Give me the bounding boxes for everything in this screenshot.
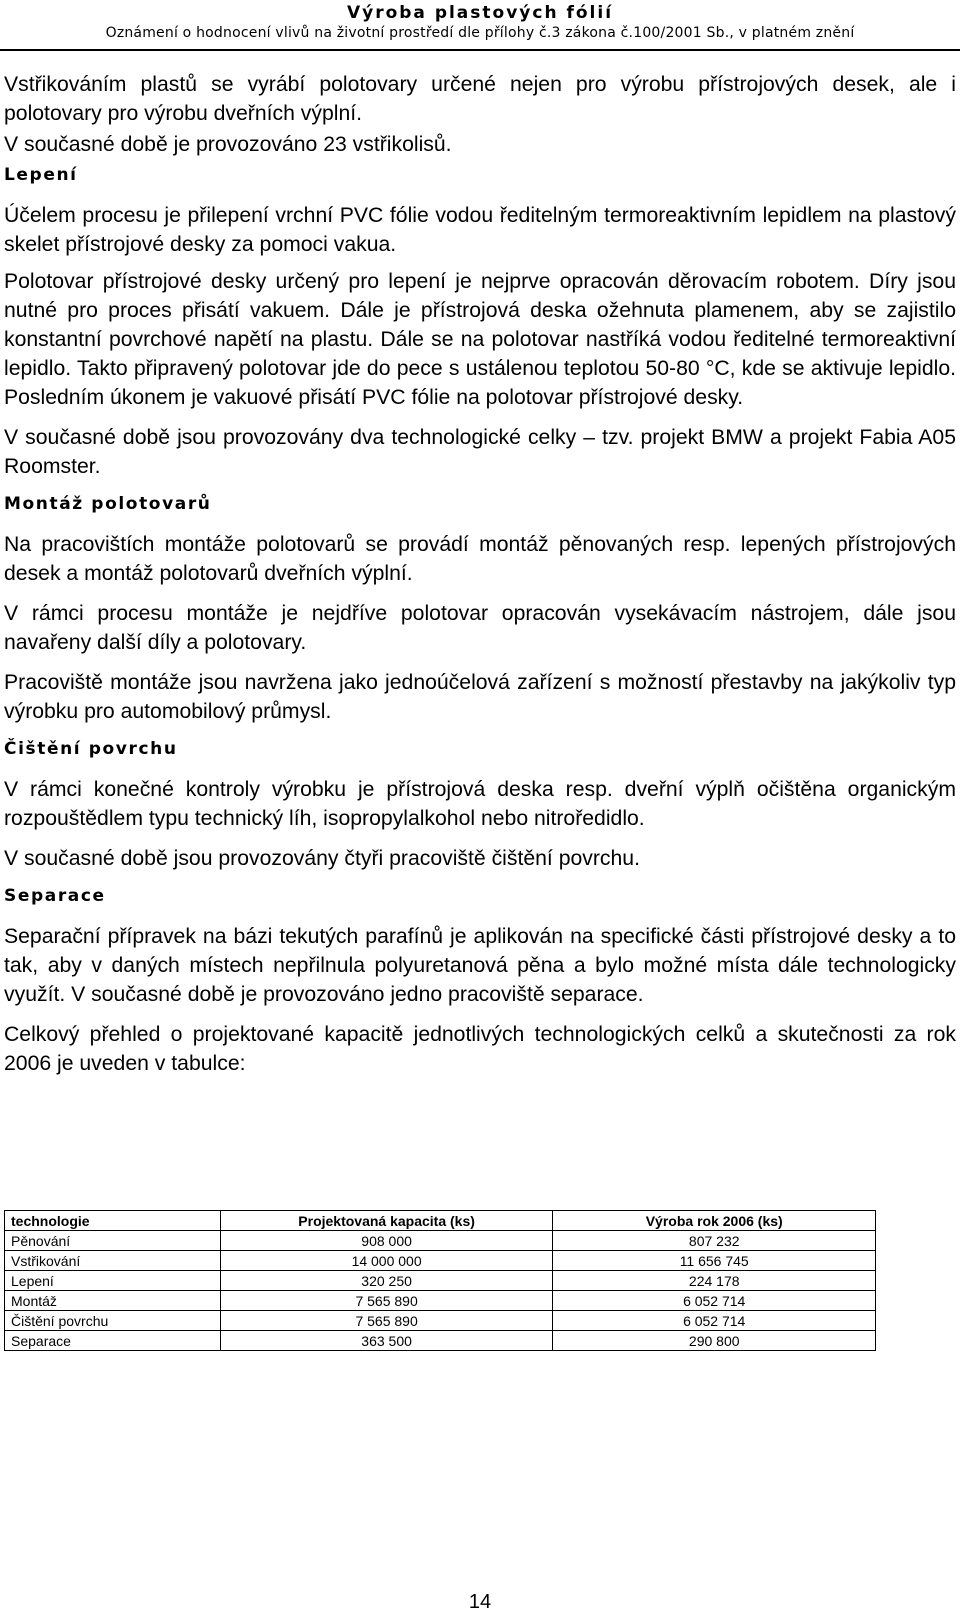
table-cell-kapacita: 363 500	[220, 1331, 553, 1351]
table-cell-kapacita: 14 000 000	[220, 1251, 553, 1271]
paragraph-vstrikovani: Vstřikováním plastů se vyrábí polotovary určené nejen pro výrobu přístrojových desek, ale i polotovary pro výrobu dveřních výplní.	[4, 73, 956, 125]
paragraph-vstrikolisy: V současné době je provozováno 23 vstřikolisů.	[4, 133, 452, 156]
column-header-kapacita: Projektovaná kapacita (ks)	[220, 1211, 553, 1231]
document-body	[4, 70, 956, 1089]
table-header-row	[5, 1211, 876, 1231]
header-title: Výroba plastových fólií	[346, 3, 614, 23]
paragraph-lepeni-celky: V současné době jsou provozovány dva technologické celky – tzv. projekt BMW a projekt Fabia A05 Roomster.	[4, 426, 956, 478]
table-row	[5, 1231, 876, 1251]
capacity-table	[4, 1210, 876, 1351]
table-cell-technologie: Montáž	[5, 1291, 221, 1311]
header-subtitle: Oznámení o hodnocení vlivů na životní prostředí dle přílohy č.3 zákona č.100/2001 Sb., v platném znění	[105, 25, 855, 41]
page-header	[0, 0, 960, 48]
paragraph-cisteni-kontrola: V rámci konečné kontroly výrobku je přístrojová deska resp. dveřní výplň očištěna organickým rozpouštědlem typu technický líh, isopropylalkohol nebo nitroředidlo.	[4, 778, 956, 830]
table-cell-kapacita: 7 565 890	[220, 1291, 553, 1311]
table-cell-vyroba: 11 656 745	[553, 1251, 876, 1271]
paragraph-prehled: Celkový přehled o projektované kapacitě jednotlivých technologických celků a skutečnosti za rok 2006 je uveden v tabulce:	[4, 1023, 956, 1075]
table-row	[5, 1291, 876, 1311]
paragraph-separace: Separační přípravek na bázi tekutých parafínů je aplikován na specifické části přístrojové desky a to tak, aby v daných místech nepřilnula polyuretanová pěna a bylo možné místa dále technologicky využít. V současné době je provozováno jedno pracoviště separace.	[4, 925, 956, 1006]
heading-lepeni: Lepení	[4, 165, 78, 185]
table-cell-technologie: Separace	[5, 1331, 221, 1351]
heading-separace: Separace	[4, 886, 106, 906]
header-divider	[0, 49, 960, 51]
table-cell-technologie: Pěnování	[5, 1231, 221, 1251]
table-row	[5, 1271, 876, 1291]
table-cell-technologie: Vstřikování	[5, 1251, 221, 1271]
table-cell-technologie: Čištění povrchu	[5, 1311, 221, 1331]
table-cell-vyroba: 807 232	[553, 1231, 876, 1251]
paragraph-montaz-pracoviste: Na pracovištích montáže polotovarů se provádí montáž pěnovaných resp. lepených přístrojových desek a montáž polotovarů dveřních výplní.	[4, 533, 956, 585]
page-number: 14	[468, 1591, 492, 1613]
paragraph-montaz-proces: V rámci procesu montáže je nejdříve polotovar opracován vysekávacím nástrojem, dále jsou navařeny další díly a polotovary.	[4, 602, 956, 654]
table-cell-technologie: Lepení	[5, 1271, 221, 1291]
table-cell-kapacita: 7 565 890	[220, 1311, 553, 1331]
paragraph-cisteni-pracoviste: V současné době jsou provozovány čtyři pracoviště čištění povrchu.	[4, 847, 640, 870]
table-cell-kapacita: 908 000	[220, 1231, 553, 1251]
paragraph-montaz-zarizeni: Pracoviště montáže jsou navržena jako jednoúčelová zařízení s možností přestavby na jakýkoliv typ výrobku pro automobilový průmysl.	[4, 671, 956, 723]
table-cell-kapacita: 320 250	[220, 1271, 553, 1291]
heading-cisteni: Čištění povrchu	[4, 739, 178, 759]
table-cell-vyroba: 6 052 714	[553, 1291, 876, 1311]
heading-montaz: Montáž polotovarů	[4, 494, 212, 514]
table-row	[5, 1311, 876, 1331]
paragraph-lepeni-postup: Polotovar přístrojové desky určený pro lepení je nejprve opracován děrovacím robotem. Díry jsou nutné pro proces přisátí vakuem. Dále je přístrojová deska ožehnuta plamenem, aby se zajistilo konstantní povrchové napětí na plastu. Dále se na polotovar nastříká vodou ředitelné termoreaktivní lepidlo. Takto připravený polotovar jde do pece s ustálenou teplotou 50-80 °C, kde se aktivuje lepidlo. Posledním úkonem je vakuové přisátí PVC fólie na polotovar přístrojové desky.	[4, 270, 956, 409]
column-header-vyroba: Výroba rok 2006 (ks)	[553, 1211, 876, 1231]
column-header-technologie: technologie	[5, 1211, 221, 1231]
paragraph-lepeni-ucel: Účelem procesu je přilepení vrchní PVC fólie vodou ředitelným termoreaktivním lepidlem na plastový skelet přístrojové desky za pomoci vakua.	[4, 204, 956, 256]
table-cell-vyroba: 6 052 714	[553, 1311, 876, 1331]
table-row	[5, 1331, 876, 1351]
table-cell-vyroba: 224 178	[553, 1271, 876, 1291]
table-cell-vyroba: 290 800	[553, 1331, 876, 1351]
table-row	[5, 1251, 876, 1271]
